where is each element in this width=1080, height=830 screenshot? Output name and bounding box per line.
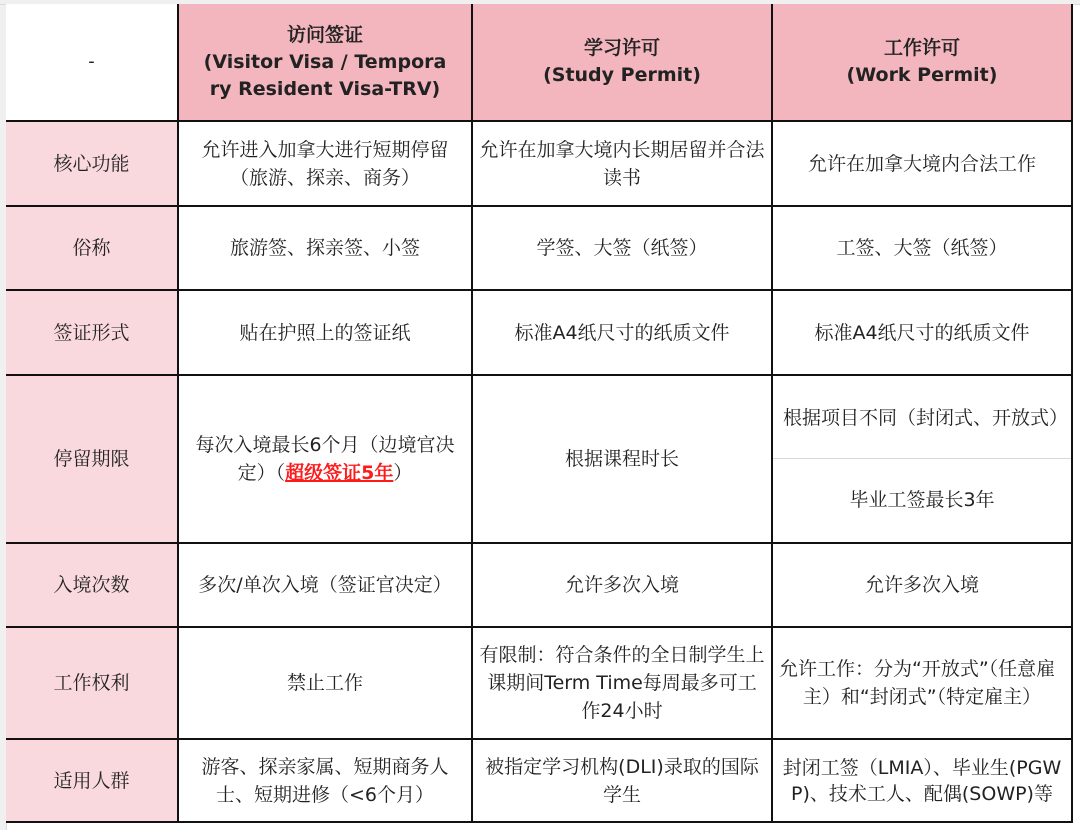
header-row — [6, 4, 1072, 121]
column-title-en: (Work Permit) — [846, 64, 998, 86]
table-cell: 根据课程时长 — [472, 375, 772, 543]
super-visa-highlight: 超级签证5年 — [285, 462, 394, 484]
visa-comparison-table — [6, 4, 1073, 823]
table-cell: 游客、探亲家属、短期商务人士、短期进修（<6个月） — [178, 739, 472, 822]
table-cell: 允许在加拿大境内合法工作 — [772, 121, 1072, 206]
table-cell: 多次/单次入境（签证官决定） — [178, 543, 472, 627]
table-cell: 标准A4纸尺寸的纸质文件 — [772, 290, 1072, 375]
work-stay-pgwp-max: 毕业工签最长3年 — [849, 489, 995, 511]
column-title-cn: 学习许可 — [583, 37, 660, 59]
table-cell-split — [772, 375, 1072, 543]
row-label-visa-format: 签证形式 — [6, 290, 178, 375]
table-cell: 旅游签、探亲签、小签 — [178, 206, 472, 290]
table-cell: 被指定学习机构(DLI)录取的国际学生 — [472, 739, 772, 822]
table-cell: 有限制：符合条件的全日制学生上课期间Term Time每周最多可工作24小时 — [472, 627, 772, 739]
column-header-work-permit — [772, 4, 1072, 121]
table-row — [6, 739, 1072, 822]
row-label-work-rights: 工作权利 — [6, 627, 178, 739]
column-title-cn: 访问签证 — [286, 23, 363, 46]
column-header-visitor-visa — [178, 4, 472, 121]
row-label-entry-count: 入境次数 — [6, 543, 178, 627]
table-row — [6, 290, 1072, 375]
table-row — [6, 543, 1072, 627]
table-row — [6, 121, 1072, 206]
table-row — [6, 627, 1072, 739]
corner-cell: - — [6, 4, 178, 121]
row-label-applicable-people: 适用人群 — [6, 739, 178, 822]
table-cell: 学签、大签（纸签） — [472, 206, 772, 290]
table-row — [6, 206, 1072, 290]
table-cell — [178, 375, 472, 543]
cell-text: ） — [393, 462, 413, 484]
table-cell: 允许在加拿大境内长期居留并合法读书 — [472, 121, 772, 206]
table-row — [6, 375, 1072, 543]
column-title-en: (Study Permit) — [543, 64, 701, 86]
cell-text: 每次入境最长6个月（边境官决定）（ — [195, 434, 455, 484]
table-cell: 工签、大签（纸签） — [772, 206, 1072, 290]
table-cell: 禁止工作 — [178, 627, 472, 739]
table-cell: 允许多次入境 — [472, 543, 772, 627]
table-cell: 标准A4纸尺寸的纸质文件 — [472, 290, 772, 375]
column-title-cn: 工作许可 — [883, 37, 960, 59]
table-cell: 贴在护照上的签证纸 — [178, 290, 472, 375]
table-cell: 允许进入加拿大进行短期停留（旅游、探亲、商务） — [178, 121, 472, 206]
work-stay-program-dependent: 根据项目不同（封闭式、开放式） — [773, 377, 1071, 459]
table-cell: 允许工作：分为“开放式”（任意雇主）和“封闭式”（特定雇主） — [772, 627, 1072, 739]
row-label-core-function: 核心功能 — [6, 121, 178, 206]
row-label-nickname: 俗称 — [6, 206, 178, 290]
row-label-stay-duration: 停留期限 — [6, 375, 178, 543]
column-header-study-permit — [472, 4, 772, 121]
column-title-en: (Visitor Visa / Temporary Resident Visa-TRV) — [203, 50, 447, 100]
table-cell: 封闭工签（LMIA）、毕业生(PGWP)、技术工人、配偶(SOWP)等 — [772, 739, 1072, 822]
table-cell: 允许多次入境 — [772, 543, 1072, 627]
